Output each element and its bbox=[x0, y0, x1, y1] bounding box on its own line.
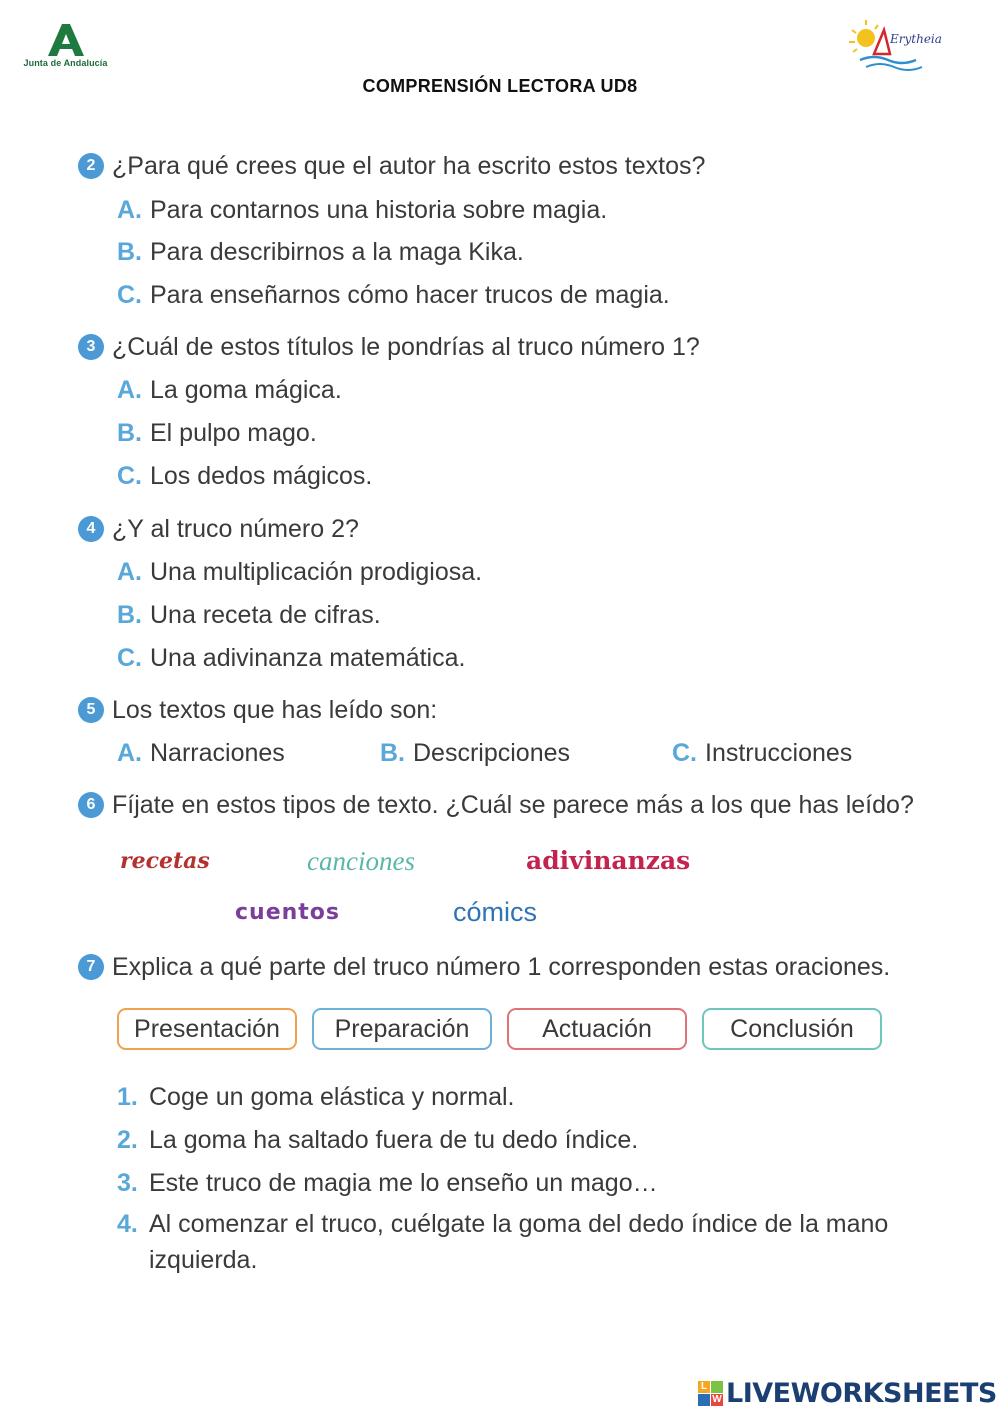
question-2 bbox=[78, 148, 705, 184]
option-letter: B. bbox=[117, 237, 142, 266]
option-2a[interactable] bbox=[117, 192, 607, 228]
option-letter: B. bbox=[117, 600, 142, 629]
sentence-number: 2. bbox=[117, 1126, 138, 1154]
sentence-number: 3. bbox=[117, 1169, 138, 1197]
question-number-badge: 7 bbox=[78, 954, 104, 980]
option-5c[interactable] bbox=[672, 735, 852, 771]
sentence-text: Al comenzar el truco, cuélgate la goma del dedo índice de la mano izquierda. bbox=[149, 1210, 889, 1274]
box-preparacion[interactable]: Preparación bbox=[312, 1008, 492, 1050]
sentence-text: Coge un goma elástica y normal. bbox=[149, 1083, 515, 1111]
option-text: Una receta de cifras. bbox=[150, 600, 381, 629]
option-letter: C. bbox=[117, 643, 142, 672]
option-text: Para enseñarnos cómo hacer trucos de magia. bbox=[150, 280, 670, 309]
question-number-badge: 2 bbox=[78, 153, 104, 179]
word-recetas[interactable]: recetas bbox=[120, 848, 210, 874]
question-text: Fíjate en estos tipos de texto. ¿Cuál se parece más a los que has leído? bbox=[112, 790, 914, 819]
option-letter: A. bbox=[117, 195, 142, 224]
word-canciones[interactable]: canciones bbox=[307, 846, 415, 876]
question-5 bbox=[78, 692, 437, 728]
option-letter: C. bbox=[117, 461, 142, 490]
option-text: Para contarnos una historia sobre magia. bbox=[150, 195, 608, 224]
liveworksheets-logo bbox=[698, 1376, 997, 1410]
question-text: Los textos que has leído son: bbox=[112, 695, 438, 724]
sentence-text: La goma ha saltado fuera de tu dedo índice. bbox=[149, 1126, 639, 1154]
question-text: Explica a qué parte del truco número 1 corresponden estas oraciones. bbox=[112, 952, 891, 981]
option-4b[interactable] bbox=[117, 597, 381, 633]
junta-andalucia-logo bbox=[18, 22, 113, 80]
option-letter: A. bbox=[117, 375, 142, 404]
option-text: Instrucciones bbox=[705, 738, 853, 767]
question-text: ¿Cuál de estos títulos le pondrías al truco número 1? bbox=[112, 332, 700, 361]
question-text: ¿Para qué crees que el autor ha escrito estos textos? bbox=[112, 151, 706, 180]
option-text: Para describirnos a la maga Kika. bbox=[150, 237, 524, 266]
question-number-badge: 3 bbox=[78, 334, 104, 360]
option-3b[interactable] bbox=[117, 415, 317, 451]
junta-logo-label: Junta de Andalucía bbox=[23, 58, 108, 68]
sentence-number: 4. bbox=[117, 1210, 138, 1238]
badge-letter: L bbox=[698, 1381, 710, 1393]
sentence-3[interactable] bbox=[117, 1165, 658, 1201]
option-text: Narraciones bbox=[150, 738, 285, 767]
option-4a[interactable] bbox=[117, 554, 482, 590]
liveworksheets-badge-icon bbox=[698, 1381, 723, 1406]
question-7 bbox=[78, 949, 890, 985]
option-text: Una multiplicación prodigiosa. bbox=[150, 557, 483, 586]
option-letter: B. bbox=[380, 738, 405, 767]
option-5a[interactable] bbox=[117, 735, 285, 771]
question-4 bbox=[78, 511, 359, 547]
junta-a-icon bbox=[44, 22, 88, 58]
sentence-1[interactable] bbox=[117, 1079, 514, 1115]
option-3a[interactable] bbox=[117, 372, 342, 408]
question-6 bbox=[78, 787, 914, 823]
question-3 bbox=[78, 329, 700, 365]
option-2b[interactable] bbox=[117, 234, 524, 270]
option-text: Los dedos mágicos. bbox=[150, 461, 373, 490]
word-comics[interactable]: cómics bbox=[453, 897, 538, 927]
question-number-badge: 5 bbox=[78, 697, 104, 723]
sun-boat-icon bbox=[844, 16, 944, 78]
option-4c[interactable] bbox=[117, 640, 465, 676]
sentence-number: 1. bbox=[117, 1083, 138, 1111]
sentence-2[interactable] bbox=[117, 1122, 638, 1158]
option-text: Descripciones bbox=[413, 738, 571, 767]
sentence-4[interactable] bbox=[117, 1206, 897, 1278]
option-2c[interactable] bbox=[117, 277, 670, 313]
page-title: COMPRENSIÓN LECTORA UD8 bbox=[362, 76, 638, 96]
option-letter: A. bbox=[117, 738, 142, 767]
option-letter: C. bbox=[672, 738, 697, 767]
question-text: ¿Y al truco número 2? bbox=[112, 514, 359, 543]
option-letter: A. bbox=[117, 557, 142, 586]
option-3c[interactable] bbox=[117, 458, 372, 494]
question-number-badge: 6 bbox=[78, 792, 104, 818]
badge-letter: W bbox=[712, 1394, 722, 1405]
option-text: El pulpo mago. bbox=[150, 418, 317, 447]
erytheia-logo bbox=[844, 16, 944, 78]
option-letter: B. bbox=[117, 418, 142, 447]
word-adivinanzas[interactable]: adivinanzas bbox=[526, 846, 691, 875]
question-number-badge: 4 bbox=[78, 516, 104, 542]
box-actuacion[interactable]: Actuación bbox=[507, 1008, 687, 1050]
word-cuentos[interactable]: cuentos bbox=[235, 900, 341, 925]
liveworksheets-brand: LIVEWORKSHEETS bbox=[726, 1377, 997, 1409]
option-5b[interactable] bbox=[380, 735, 570, 771]
option-text: Una adivinanza matemática. bbox=[150, 643, 466, 672]
option-letter: C. bbox=[117, 280, 142, 309]
erytheia-logo-label: Erytheia bbox=[890, 32, 942, 46]
sentence-text: Este truco de magia me lo enseño un mago… bbox=[149, 1169, 658, 1197]
box-conclusion[interactable]: Conclusión bbox=[702, 1008, 882, 1050]
box-presentacion[interactable]: Presentación bbox=[117, 1008, 297, 1050]
option-text: La goma mágica. bbox=[150, 375, 342, 404]
